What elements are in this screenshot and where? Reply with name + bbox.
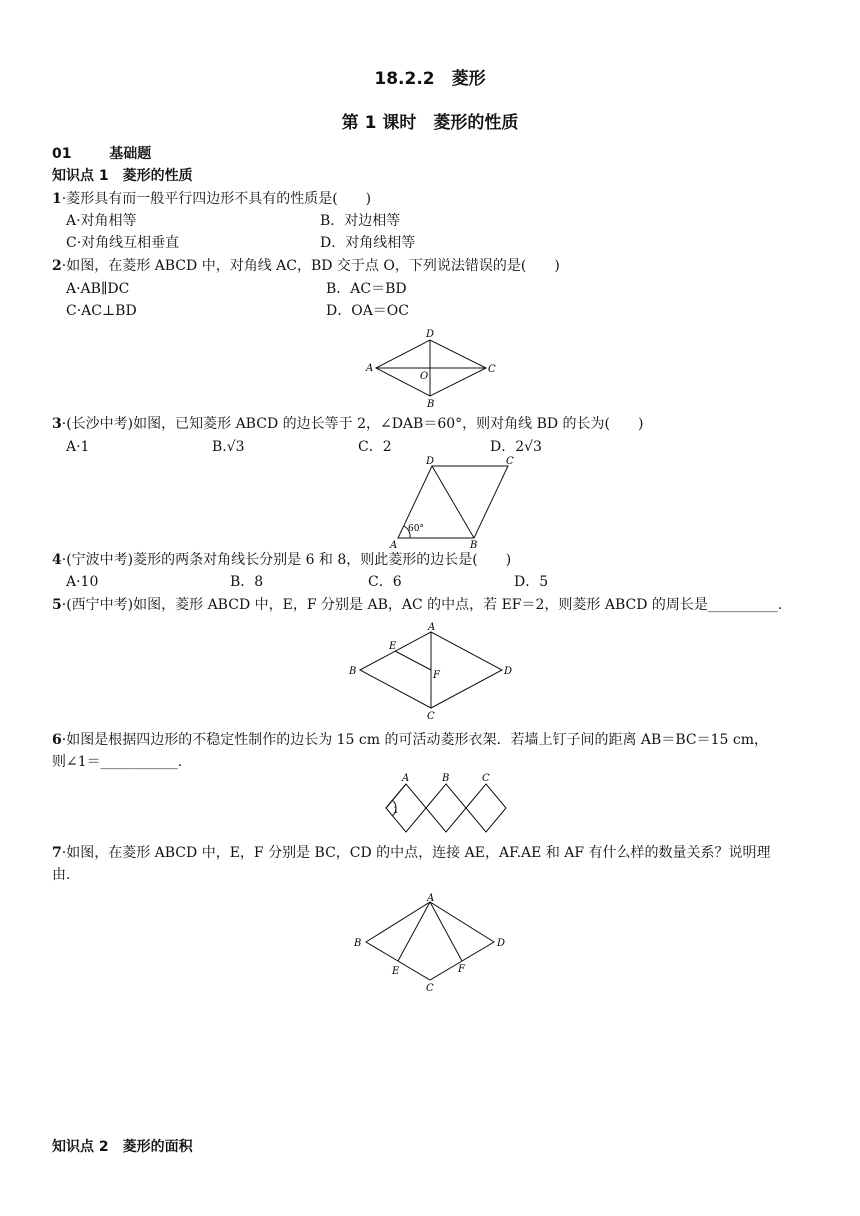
label-a: A <box>402 773 410 784</box>
question-text: ·如图，在菱形 ABCD 中，E，F 分别是 BC，CD 的中点，连接 AE，AF.AE 和 AF 有什么样的数量关系？说明理 <box>61 845 771 861</box>
question-7-continued: 由. <box>52 867 71 883</box>
label-b: B <box>427 399 435 408</box>
q2-option-a: A·AB∥DC <box>66 281 130 297</box>
label-e: E <box>392 966 400 977</box>
knowledge-point-2: 知识点 2 菱形的面积 <box>52 1139 193 1155</box>
question-3 <box>52 415 643 433</box>
q4-option-c: C．6 <box>368 574 402 590</box>
label-d: D <box>426 456 435 467</box>
angle-1-label: 1 <box>393 806 399 816</box>
q2-option-d: D．OA＝OC <box>326 303 410 319</box>
q3-option-d: D．2√3 <box>490 439 542 455</box>
q3-option-a: A·1 <box>66 439 90 455</box>
question-text: ·(长沙中考)如图，已知菱形 ABCD 的边长等于 2，∠DAB＝60°，则对角线 BD 的长为( ) <box>61 416 644 432</box>
label-b: B <box>349 666 357 677</box>
label-b: B <box>354 938 362 949</box>
question-text: ·如图，在菱形 ABCD 中，对角线 AC，BD 交于点 O，下列说法错误的是( ) <box>61 258 560 274</box>
question-1 <box>52 190 371 208</box>
q1-option-b: B．对边相等 <box>320 213 401 229</box>
label-f: F <box>458 964 465 975</box>
angle-label: 60° <box>408 524 424 534</box>
label-d: D <box>426 329 435 340</box>
label-a: A <box>427 893 435 904</box>
question-6 <box>52 731 768 749</box>
q2-rhombus-figure <box>360 326 500 408</box>
label-f: F <box>433 670 440 681</box>
section-heading <box>52 145 151 163</box>
question-number: 4 <box>52 552 62 568</box>
label-d: D <box>504 666 513 677</box>
label-c: C <box>506 456 514 467</box>
label-a: A <box>428 622 436 633</box>
q2-option-b: B．AC＝BD <box>326 281 407 297</box>
label-e: E <box>389 641 397 652</box>
label-d: D <box>497 938 506 949</box>
question-text: ·菱形具有而一般平行四边形不具有的性质是( ) <box>61 191 372 207</box>
label-o: O <box>420 371 429 382</box>
q1-option-a: A·对角相等 <box>66 213 137 229</box>
section-name: 基础题 <box>109 146 152 162</box>
label-c: C <box>488 364 496 375</box>
question-number: 3 <box>52 416 62 432</box>
knowledge-point-1: 知识点 1 菱形的性质 <box>52 168 193 184</box>
q1-option-d: D．对角线相等 <box>320 235 416 251</box>
q3-option-c: C．2 <box>358 439 392 455</box>
label-c: C <box>426 983 434 994</box>
label-b: B <box>442 773 450 784</box>
question-text: ·(西宁中考)如图，菱形 ABCD 中，E，F 分别是 AB，AC 的中点，若 EF＝2，则菱形 ABCD 的周长是__________. <box>61 597 783 613</box>
label-a: A <box>390 540 398 550</box>
lesson-title: 18.2.2 菱形 <box>374 69 486 89</box>
q4-option-d: D．5 <box>514 574 549 590</box>
question-7 <box>52 844 771 862</box>
q1-option-c: C·对角线互相垂直 <box>66 235 180 251</box>
q7-rhombus-figure <box>348 890 518 994</box>
question-number: 5 <box>52 597 62 613</box>
question-number: 1 <box>52 191 62 207</box>
question-2 <box>52 257 560 275</box>
lesson-subtitle: 第 1 课时 菱形的性质 <box>341 113 519 133</box>
label-a: A <box>366 363 374 374</box>
label-c: C <box>482 773 490 784</box>
label-b: B <box>470 540 478 550</box>
q2-option-c: C·AC⊥BD <box>66 303 137 319</box>
label-c: C <box>427 711 435 722</box>
question-5 <box>52 596 782 614</box>
q3-rhombus-figure <box>386 454 526 550</box>
question-number: 7 <box>52 845 62 861</box>
q4-option-a: A·10 <box>66 574 99 590</box>
question-4 <box>52 551 511 569</box>
question-text: ·(宁波中考)菱形的两条对角线长分别是 6 和 8，则此菱形的边长是( ) <box>61 552 512 568</box>
q4-option-b: B．8 <box>230 574 264 590</box>
q3-option-b: B.√3 <box>212 439 245 455</box>
question-text: ·如图是根据四边形的不稳定性制作的边长为 15 cm 的可活动菱形衣架．若墙上钉子间的距离 AB＝BC＝15 cm， <box>61 732 768 748</box>
question-6-continued: 则∠1＝___________. <box>52 754 183 770</box>
question-number: 2 <box>52 258 62 274</box>
section-number: 01 <box>52 146 72 162</box>
q5-rhombus-figure <box>346 620 516 722</box>
q6-hanger-figure <box>378 770 512 840</box>
question-number: 6 <box>52 732 62 748</box>
